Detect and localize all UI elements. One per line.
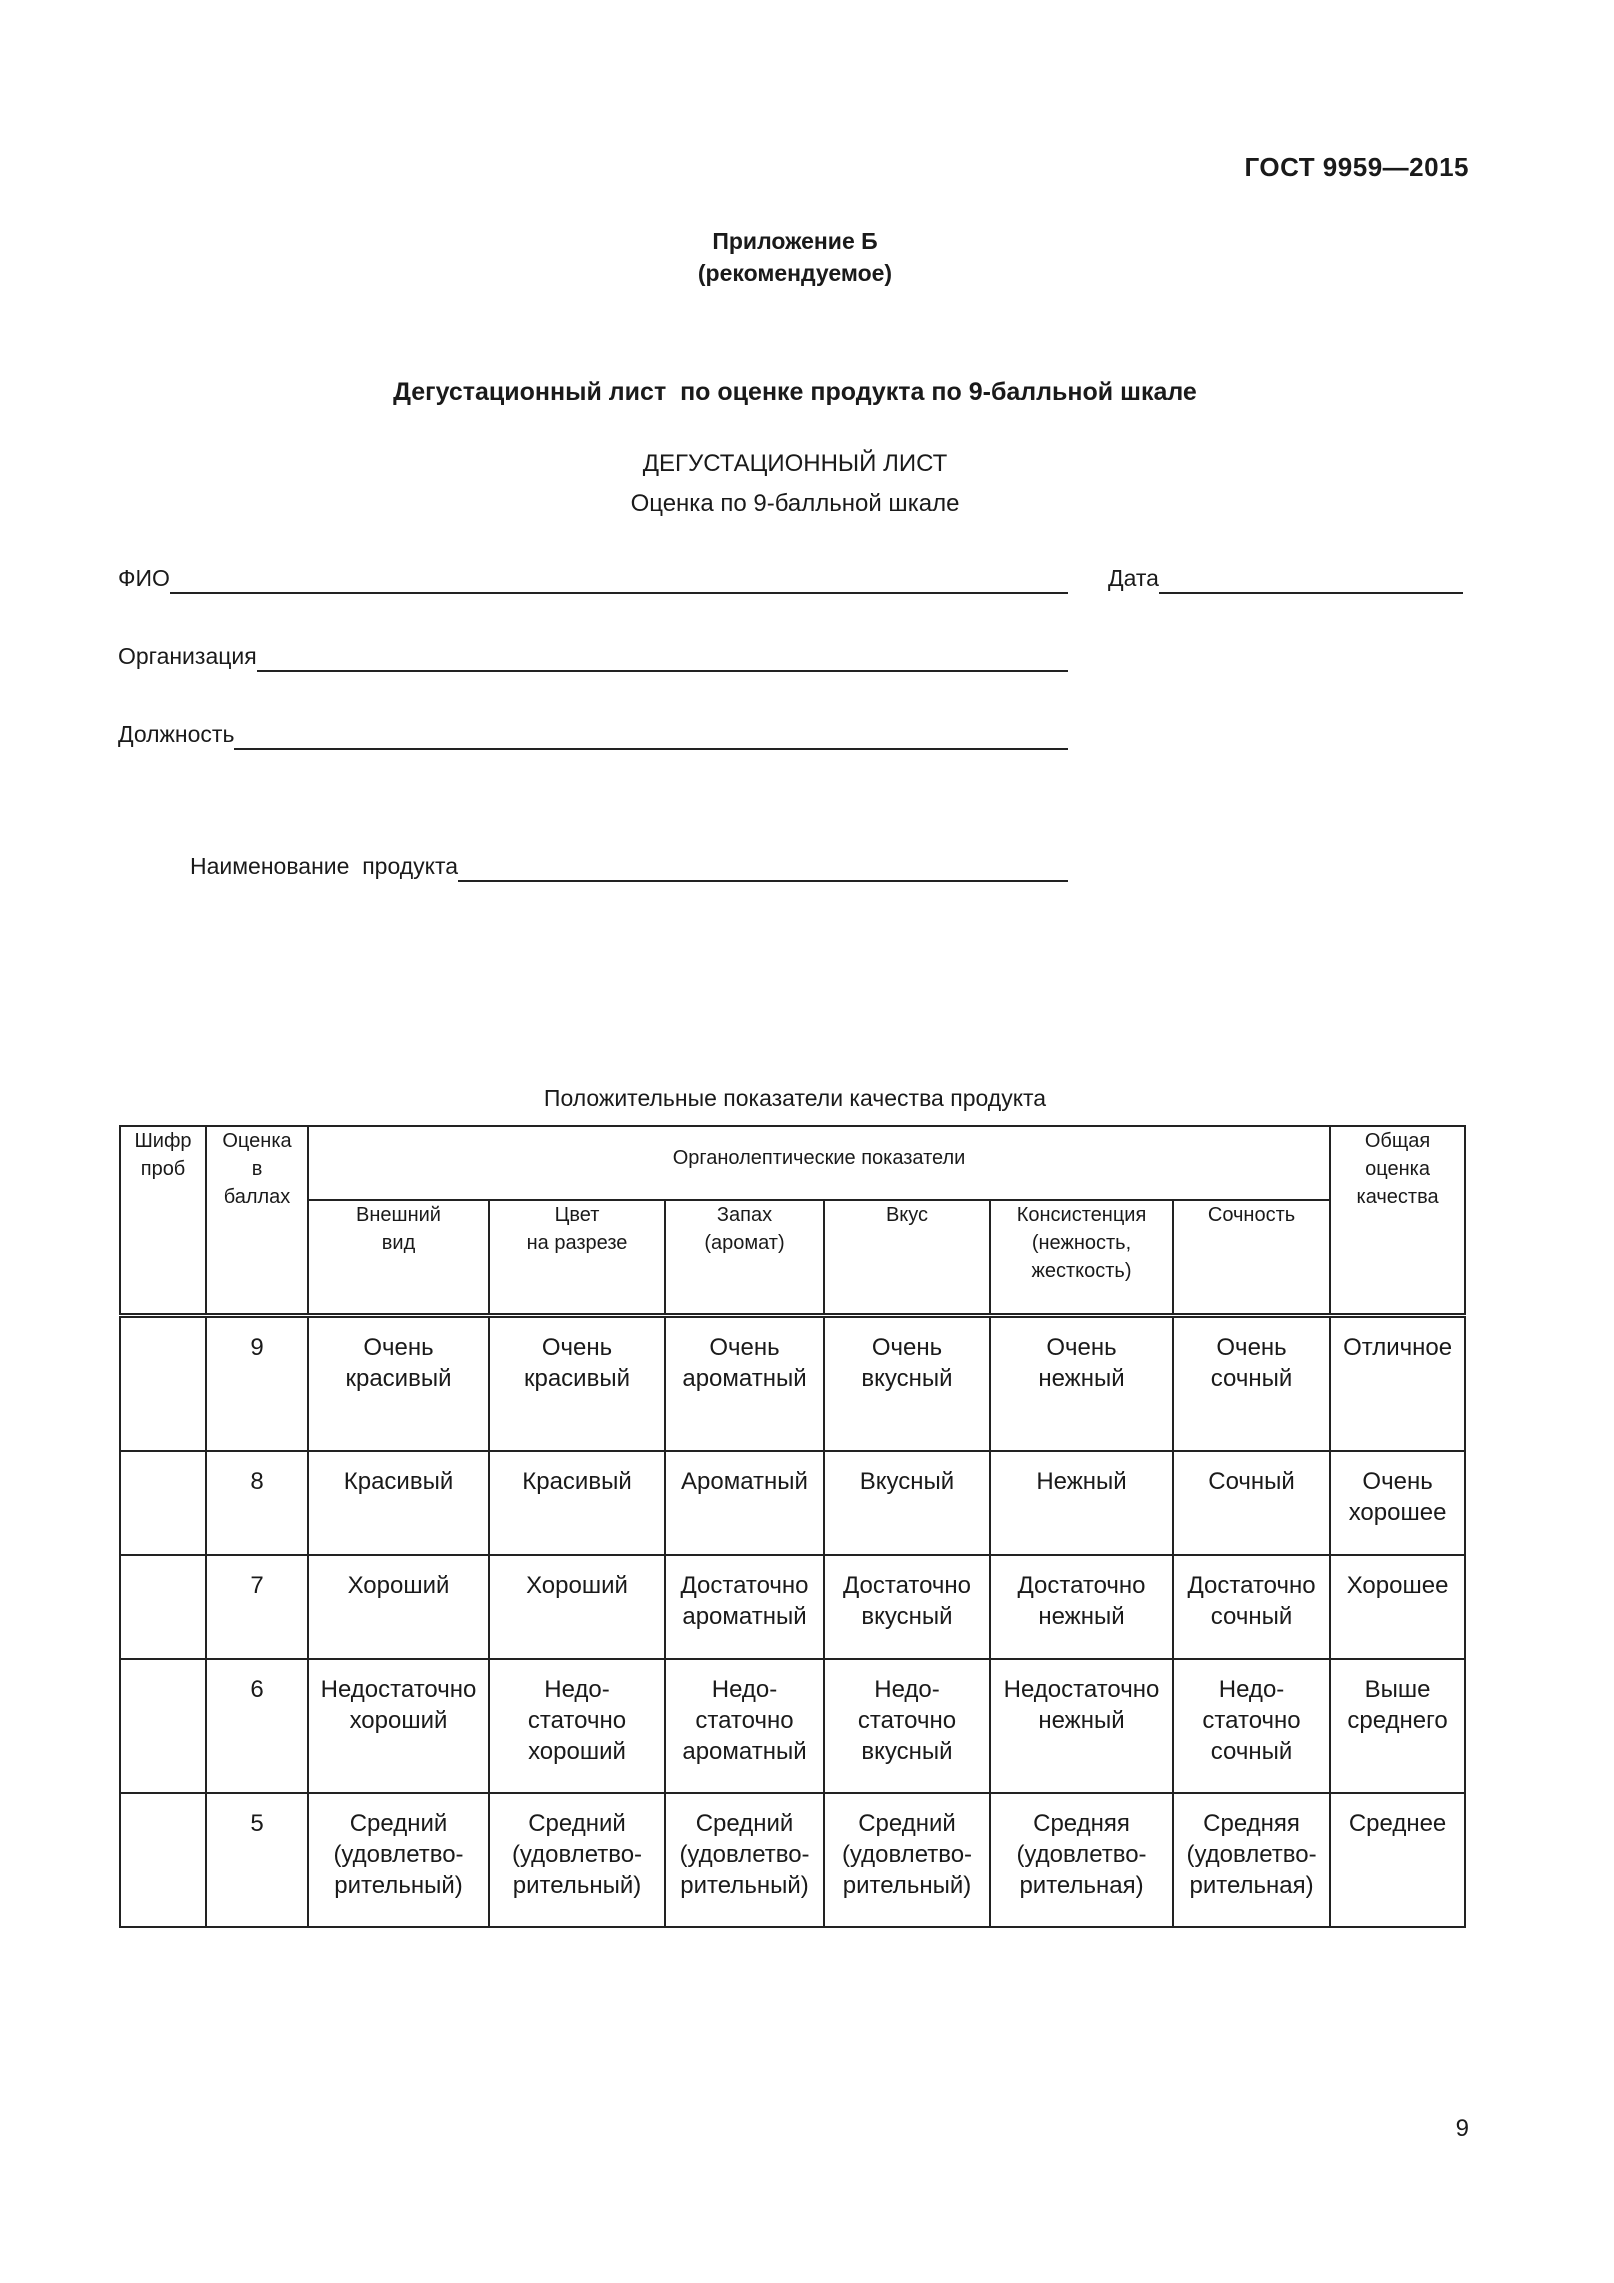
table-row	[120, 1555, 1465, 1659]
table-cell: Недо- статочно сочный	[1173, 1659, 1330, 1793]
score-cell: 9	[206, 1316, 308, 1452]
table-cell: Очень вкусный	[824, 1316, 990, 1452]
header-organoleptic-group: Органолептические показатели	[308, 1126, 1330, 1200]
table-cell: Средний (удовлетво- рительный)	[489, 1793, 665, 1927]
table-cell: Ароматный	[665, 1451, 824, 1555]
quality-scale-table	[119, 1125, 1466, 1928]
table-cell: Достаточно сочный	[1173, 1555, 1330, 1659]
table-cell: Недо- статочно вкусный	[824, 1659, 990, 1793]
organization-input-line[interactable]	[257, 646, 1068, 672]
organization-field[interactable]	[118, 643, 1068, 672]
table-cell: Достаточно вкусный	[824, 1555, 990, 1659]
total-quality-cell: Выше среднего	[1330, 1659, 1465, 1793]
sheet-title: ДЕГУСТАЦИОННЫЙ ЛИСТ	[642, 450, 948, 477]
table-row	[120, 1659, 1465, 1793]
header-score: Оценка в баллах	[206, 1126, 308, 1316]
table-cell: Очень красивый	[489, 1316, 665, 1452]
page-number: 9	[1455, 2115, 1469, 2142]
position-input-line[interactable]	[234, 724, 1068, 750]
header-aroma: Запах (аромат)	[665, 1200, 824, 1316]
score-cell: 7	[206, 1555, 308, 1659]
total-quality-cell: Отличное	[1330, 1316, 1465, 1452]
table-row	[120, 1316, 1465, 1452]
table-cell: Очень красивый	[308, 1316, 489, 1452]
total-quality-cell: Среднее	[1330, 1793, 1465, 1927]
sample-code-cell[interactable]	[120, 1793, 206, 1927]
product-name-input-line[interactable]	[458, 856, 1068, 882]
sample-code-cell[interactable]	[120, 1451, 206, 1555]
fio-label: ФИО	[118, 565, 170, 591]
total-quality-cell: Хорошее	[1330, 1555, 1465, 1659]
table-cell: Недо- статочно ароматный	[665, 1659, 824, 1793]
appendix-subtitle: (рекомендуемое)	[697, 260, 893, 286]
position-field[interactable]	[118, 721, 1068, 750]
table-cell: Недо- статочно хороший	[489, 1659, 665, 1793]
header-appearance: Внешний вид	[308, 1200, 489, 1316]
table-cell: Очень ароматный	[665, 1316, 824, 1452]
standard-code: ГОСТ 9959—2015	[1244, 152, 1469, 182]
total-quality-cell: Очень хорошее	[1330, 1451, 1465, 1555]
table-cell: Нежный	[990, 1451, 1173, 1555]
organization-label: Организация	[118, 643, 257, 669]
table-cell: Красивый	[489, 1451, 665, 1555]
table-cell: Средняя (удовлетво- рительная)	[1173, 1793, 1330, 1927]
header-cut-color: Цвет на разрезе	[489, 1200, 665, 1316]
fio-input-line[interactable]	[170, 568, 1068, 594]
table-cell: Средний (удовлетво- рительный)	[308, 1793, 489, 1927]
table-subheader-row	[120, 1200, 1465, 1316]
table-cell: Красивый	[308, 1451, 489, 1555]
product-name-label: Наименование продукта	[190, 853, 459, 879]
sheet-subtitle: Оценка по 9-балльной шкале	[630, 490, 960, 517]
table-header-row	[120, 1126, 1465, 1200]
table-cell: Вкусный	[824, 1451, 990, 1555]
table-cell: Средний (удовлетво- рительный)	[665, 1793, 824, 1927]
score-cell: 6	[206, 1659, 308, 1793]
table-cell: Очень сочный	[1173, 1316, 1330, 1452]
table-row	[120, 1451, 1465, 1555]
table-cell: Недостаточно нежный	[990, 1659, 1173, 1793]
table-cell: Хороший	[308, 1555, 489, 1659]
score-cell: 8	[206, 1451, 308, 1555]
date-field[interactable]	[1108, 565, 1463, 594]
header-consistency: Консистенция (нежность, жесткость)	[990, 1200, 1173, 1316]
table-cell: Достаточно ароматный	[665, 1555, 824, 1659]
date-label: Дата	[1108, 565, 1159, 591]
appendix-title: Приложение Б	[712, 228, 878, 254]
table-cell: Достаточно нежный	[990, 1555, 1173, 1659]
table-cell: Хороший	[489, 1555, 665, 1659]
table-cell: Средний (удовлетво- рительный)	[824, 1793, 990, 1927]
sample-code-cell[interactable]	[120, 1555, 206, 1659]
table-cell: Недостаточно хороший	[308, 1659, 489, 1793]
table-cell: Сочный	[1173, 1451, 1330, 1555]
table-row	[120, 1793, 1465, 1927]
header-total-quality: Общая оценка качества	[1330, 1126, 1465, 1316]
header-juiciness: Сочность	[1173, 1200, 1330, 1316]
table-caption: Положительные показатели качества продукта	[543, 1085, 1047, 1111]
header-taste: Вкус	[824, 1200, 990, 1316]
fio-field[interactable]	[118, 565, 1068, 594]
document-title: Дегустационный лист по оценке продукта по 9-балльной шкале	[393, 378, 1197, 406]
score-cell: 5	[206, 1793, 308, 1927]
position-label: Должность	[118, 721, 235, 747]
header-sample-code: Шифр проб	[120, 1126, 206, 1316]
table-cell: Очень нежный	[990, 1316, 1173, 1452]
product-name-field[interactable]	[190, 853, 1068, 882]
table-cell: Средняя (удовлетво- рительная)	[990, 1793, 1173, 1927]
sample-code-cell[interactable]	[120, 1316, 206, 1452]
date-input-line[interactable]	[1159, 568, 1463, 594]
sample-code-cell[interactable]	[120, 1659, 206, 1793]
